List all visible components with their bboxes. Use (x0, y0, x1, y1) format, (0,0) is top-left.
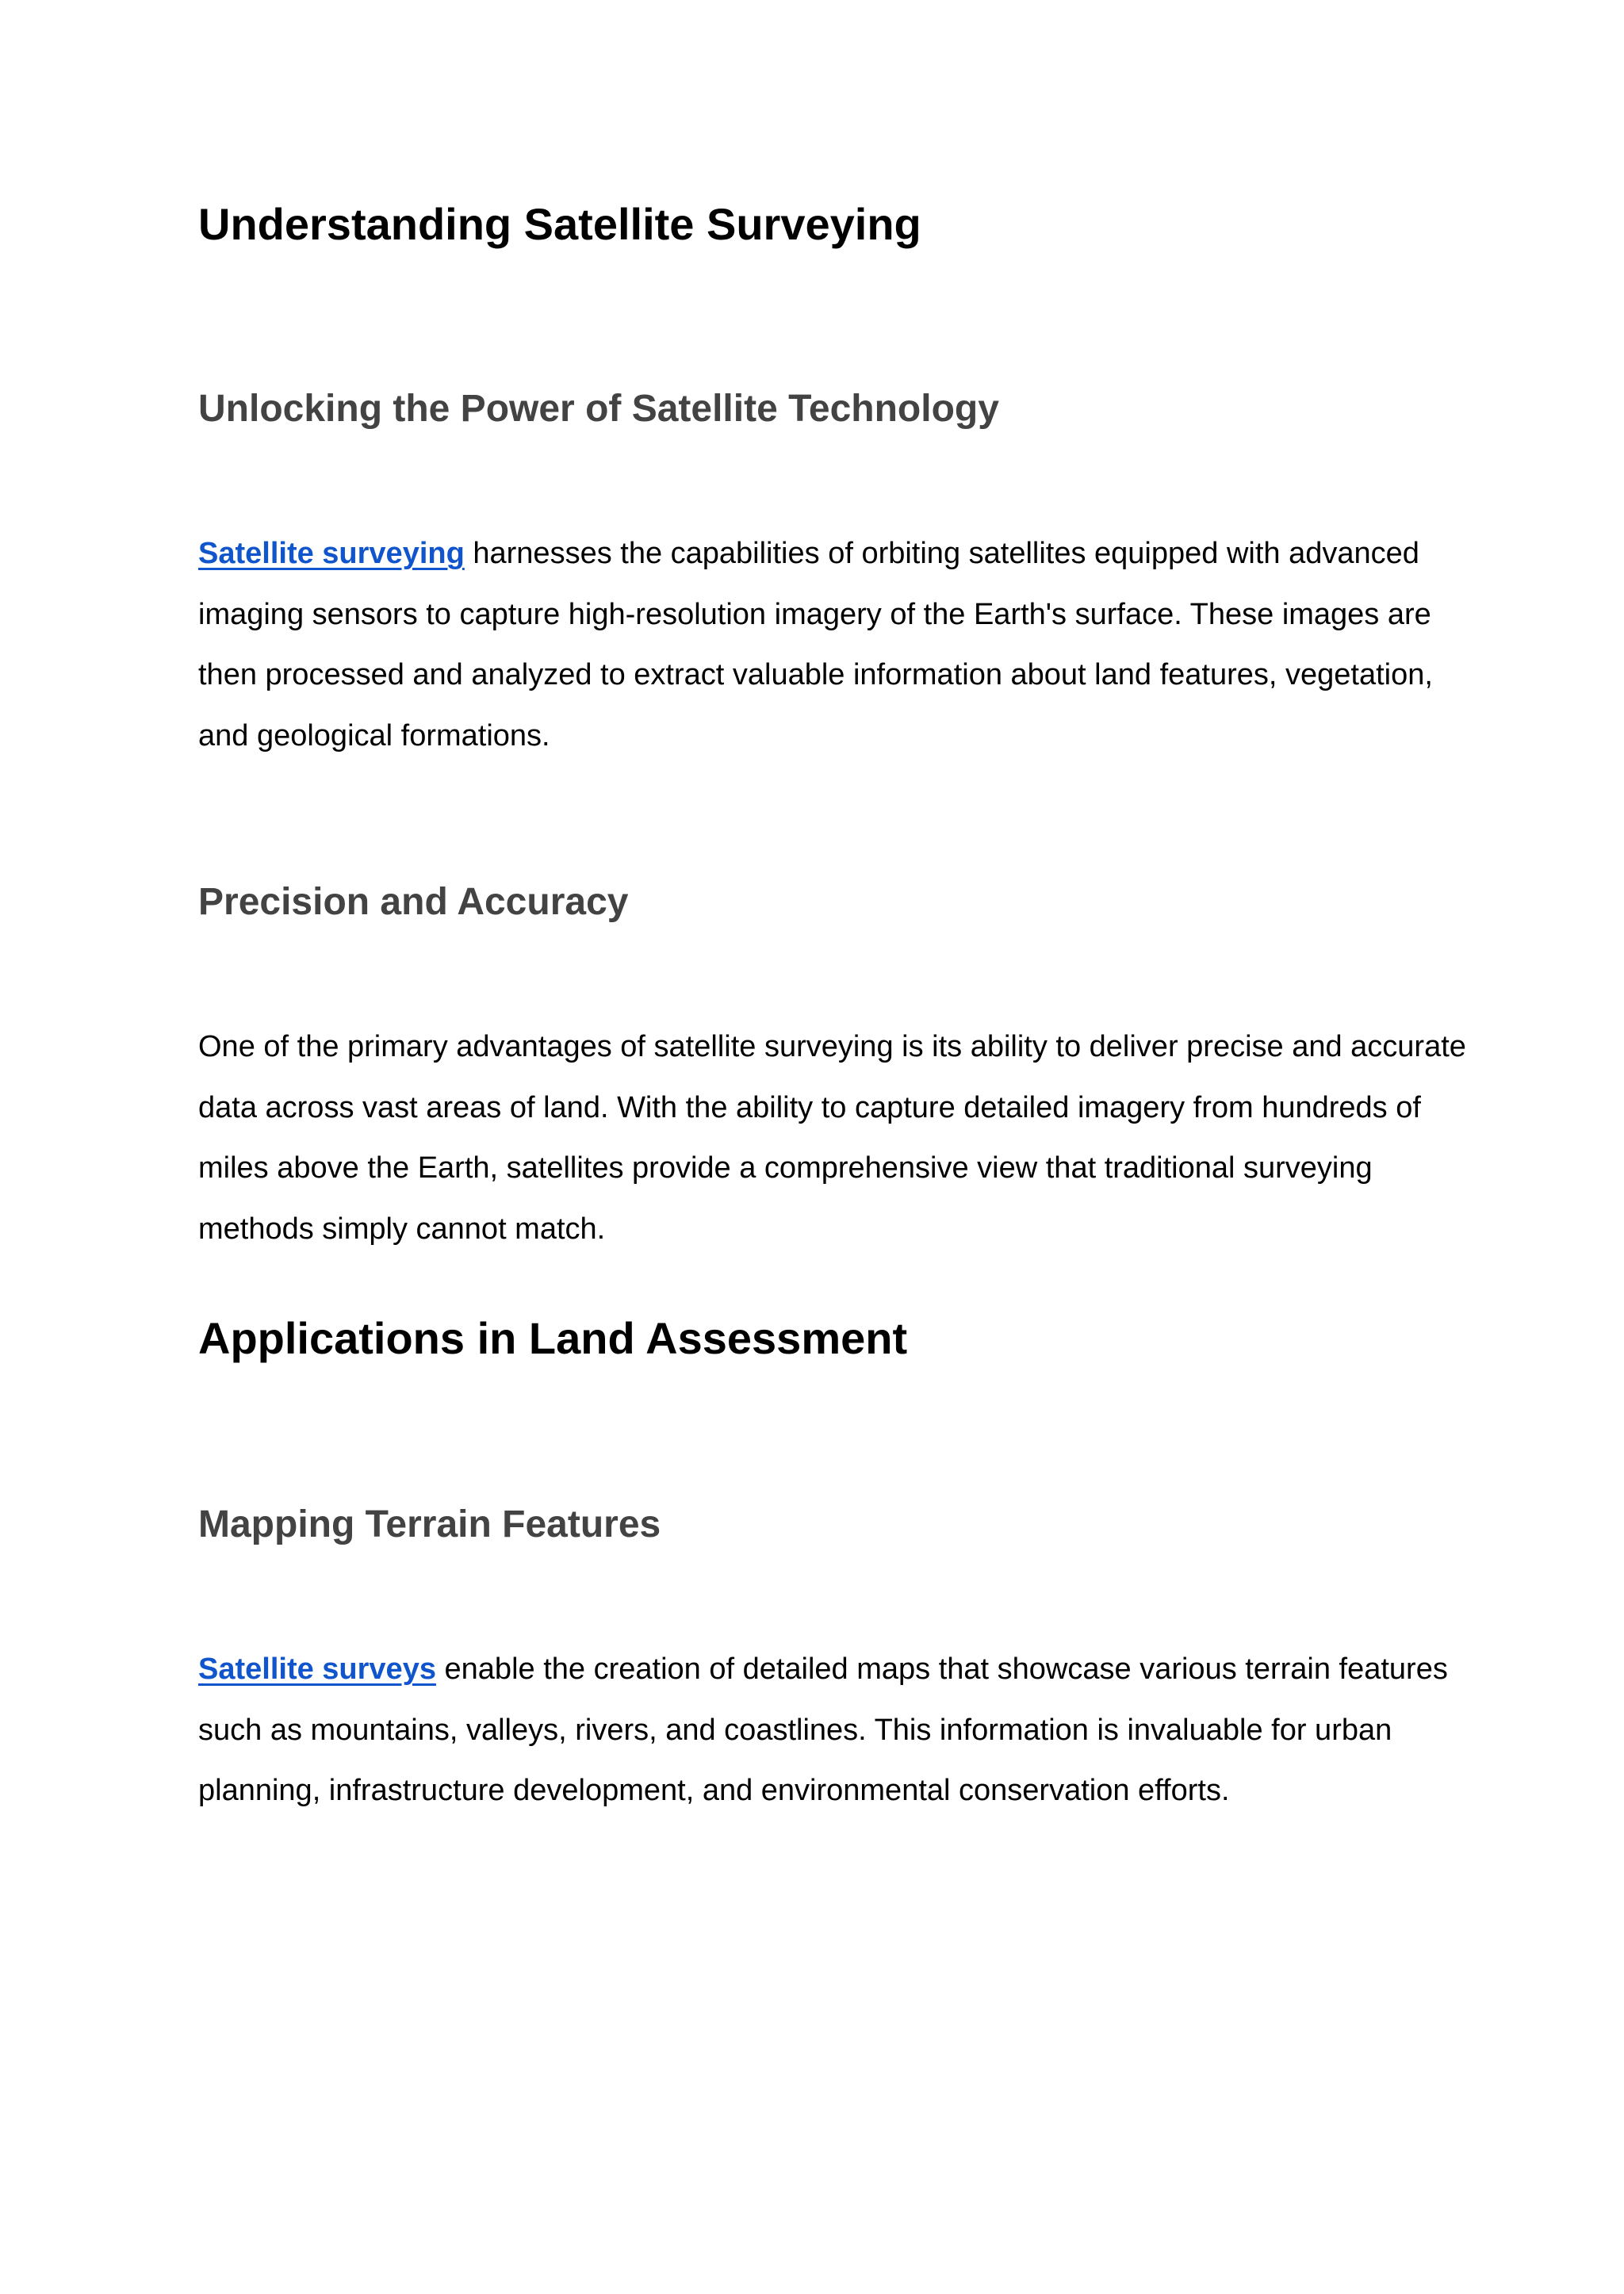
paragraph-precision-accuracy: One of the primary advantages of satellite surveying is its ability to deliver precise and accurate data across vast areas of land. With the ability to capture detailed imagery from hundreds of miles above the Earth, satellites provide a comprehensive view that traditional surveying methods simply cannot match. (198, 1030, 1466, 1246)
section-heading-applications-land-assessment: Applications in Land Assessment (198, 1313, 908, 1363)
subsection-heading-mapping-terrain: Mapping Terrain Features (198, 1503, 661, 1545)
link-satellite-surveys[interactable]: Satellite surveys (198, 1653, 436, 1686)
paragraph-mapping-terrain (198, 1639, 1467, 1821)
paragraph-body-text: enable the creation of detailed maps that showcase various terrain features such as mountains, valleys, rivers, and coastlines. This information is invaluable for urban planning, infrastructure development, and environmental conservation efforts. (198, 1653, 1448, 1807)
subsection-heading-precision-accuracy: Precision and Accuracy (198, 881, 629, 923)
paragraph-satellite-technology (198, 523, 1467, 766)
link-satellite-surveying[interactable]: Satellite surveying (198, 537, 465, 570)
subsection-heading-unlocking-power: Unlocking the Power of Satellite Technology (198, 388, 999, 430)
section-heading-understanding-satellite-surveying: Understanding Satellite Surveying (198, 199, 921, 249)
paragraph-body-text: harnesses the capabilities of orbiting satellites equipped with advanced imaging sensors to capture high-resolution imagery of the Earth's surface. These images are then processed and analyzed to extract valuable information about land features, vegetation, and geological formations. (198, 537, 1433, 753)
